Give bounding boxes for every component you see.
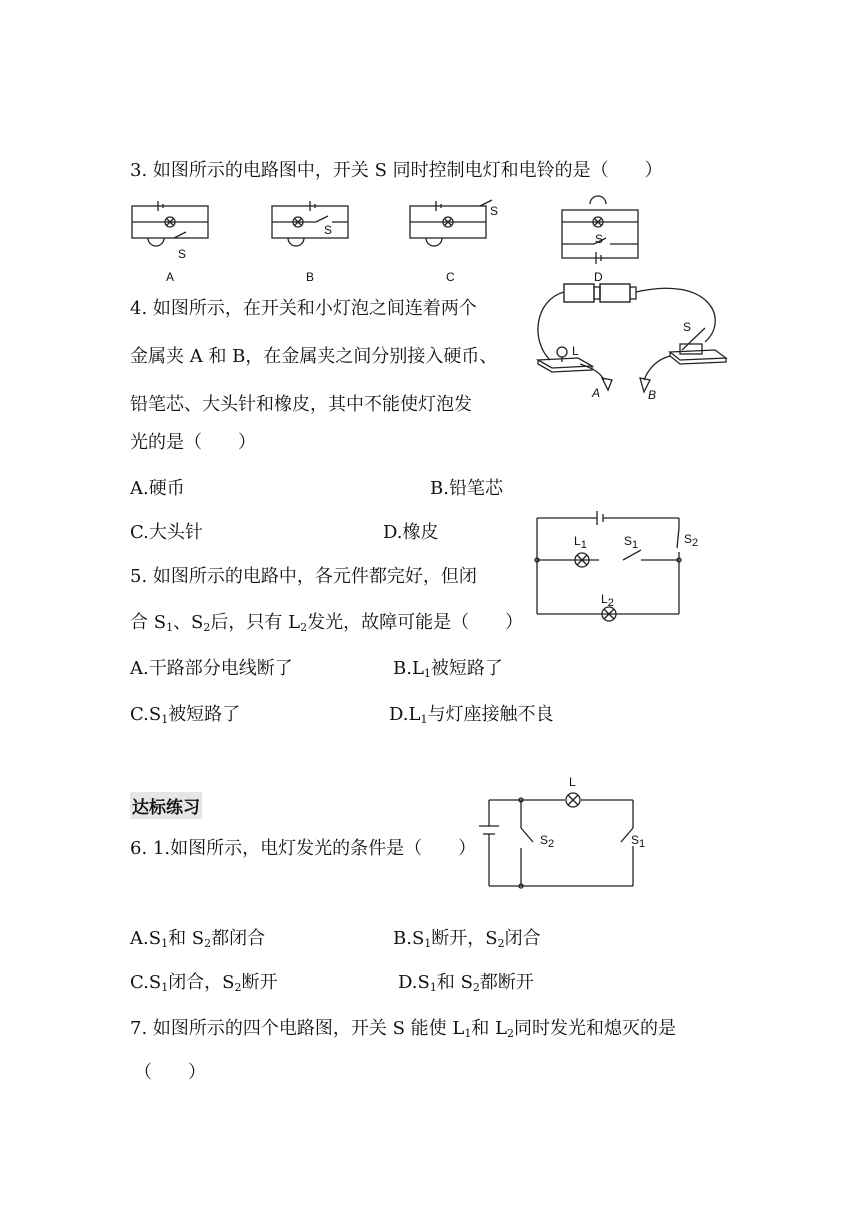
q6-option-c: $C.S_1$闭合，$S_2$断开 [130,972,278,994]
q4-figure-label-a: A [592,386,601,400]
q6-option-b: $B.S_1$断开，$S_2$闭合 [393,928,541,950]
q5-option-a: A.干路部分电线断了 [130,658,293,679]
q5-option-b: $B.L_1$被短路了 [393,658,503,680]
q6-figure-label-s2: S2 [540,833,555,850]
q6-option-d: $D.S_1$和 $S_2$都断开 [398,972,534,994]
q6-figure-label-s1: S1 [631,833,646,850]
q4-option-b: B.铅笔芯 [430,478,503,499]
q4-option-a: A.硬币 [130,478,185,499]
q6-circuit [489,798,647,888]
q6-option-a: $A.S_1$和 $S_2$都闭合 [130,928,266,950]
q4-apparatus-figure [530,280,740,405]
q3-circuit-a [130,198,210,268]
q3-circuit-b-switch-label: S [324,223,333,237]
q5-question-line-2: 合 $S_1$、$S_2$后，只有 $L_2$发光，故障可能是（ ） [130,612,524,634]
q4-figure-label-l: L [572,344,579,358]
q4-option-c: C.大头针 [130,522,203,543]
q4-option-d: D.橡皮 [383,522,439,543]
q3-option-c-label: C [446,270,455,284]
q3-circuit-b [270,198,350,268]
q3-circuit-a-switch-label: S [178,247,187,261]
q6-question: 6. 1.如图所示，电灯发光的条件是（ ） [130,838,477,859]
q4-figure-label-s: S [683,320,692,334]
q4-question-line-3: 铅笔芯、大头针和橡皮，其中不能使灯泡发 [130,394,472,415]
q4-question-line-4: 光的是（ ） [130,432,256,453]
q5-figure-label-s2: S2 [684,532,699,549]
q4-figure-label-b: B [648,388,657,402]
q3-option-a-label: A [166,270,175,284]
q3-question: 3. 如图所示的电路图中，开关 S 同时控制电灯和电铃的是（ ） [130,160,663,181]
q6-figure-label-l: L [569,775,576,789]
q5-option-d: $D.L_1$与灯座接触不良 [389,704,554,726]
q3-circuit-c-switch-label: S [490,204,499,218]
q5-figure-label-s1: S1 [624,534,639,551]
q5-option-c: $C.S_1$被短路了 [130,704,241,726]
q3-circuit-c [408,198,488,268]
q3-option-d-label: D [594,270,603,284]
q5-figure-label-l2: L2 [601,592,614,609]
q5-question-line-1: 5. 如图所示的电路中，各元件都完好，但闭 [130,566,477,587]
q3-circuit-d-switch-label: S [595,232,604,246]
q5-figure-label-l1: L1 [574,534,587,551]
q7-question-line-1: 7. 如图所示的四个电路图，开关 S 能使 $L_1$和 $L_2$同时发光和熄灭的是 [130,1018,677,1040]
q3-option-b-label: B [306,270,315,284]
q4-question-line-2: 金属夹 A 和 B，在金属夹之间分别接入硬币、 [130,346,498,367]
q4-question-line-1: 4. 如图所示，在开关和小灯泡之间连着两个 [130,298,477,319]
section-title: 达标练习 [130,792,202,819]
q7-question-line-2: （ ） [134,1062,206,1083]
